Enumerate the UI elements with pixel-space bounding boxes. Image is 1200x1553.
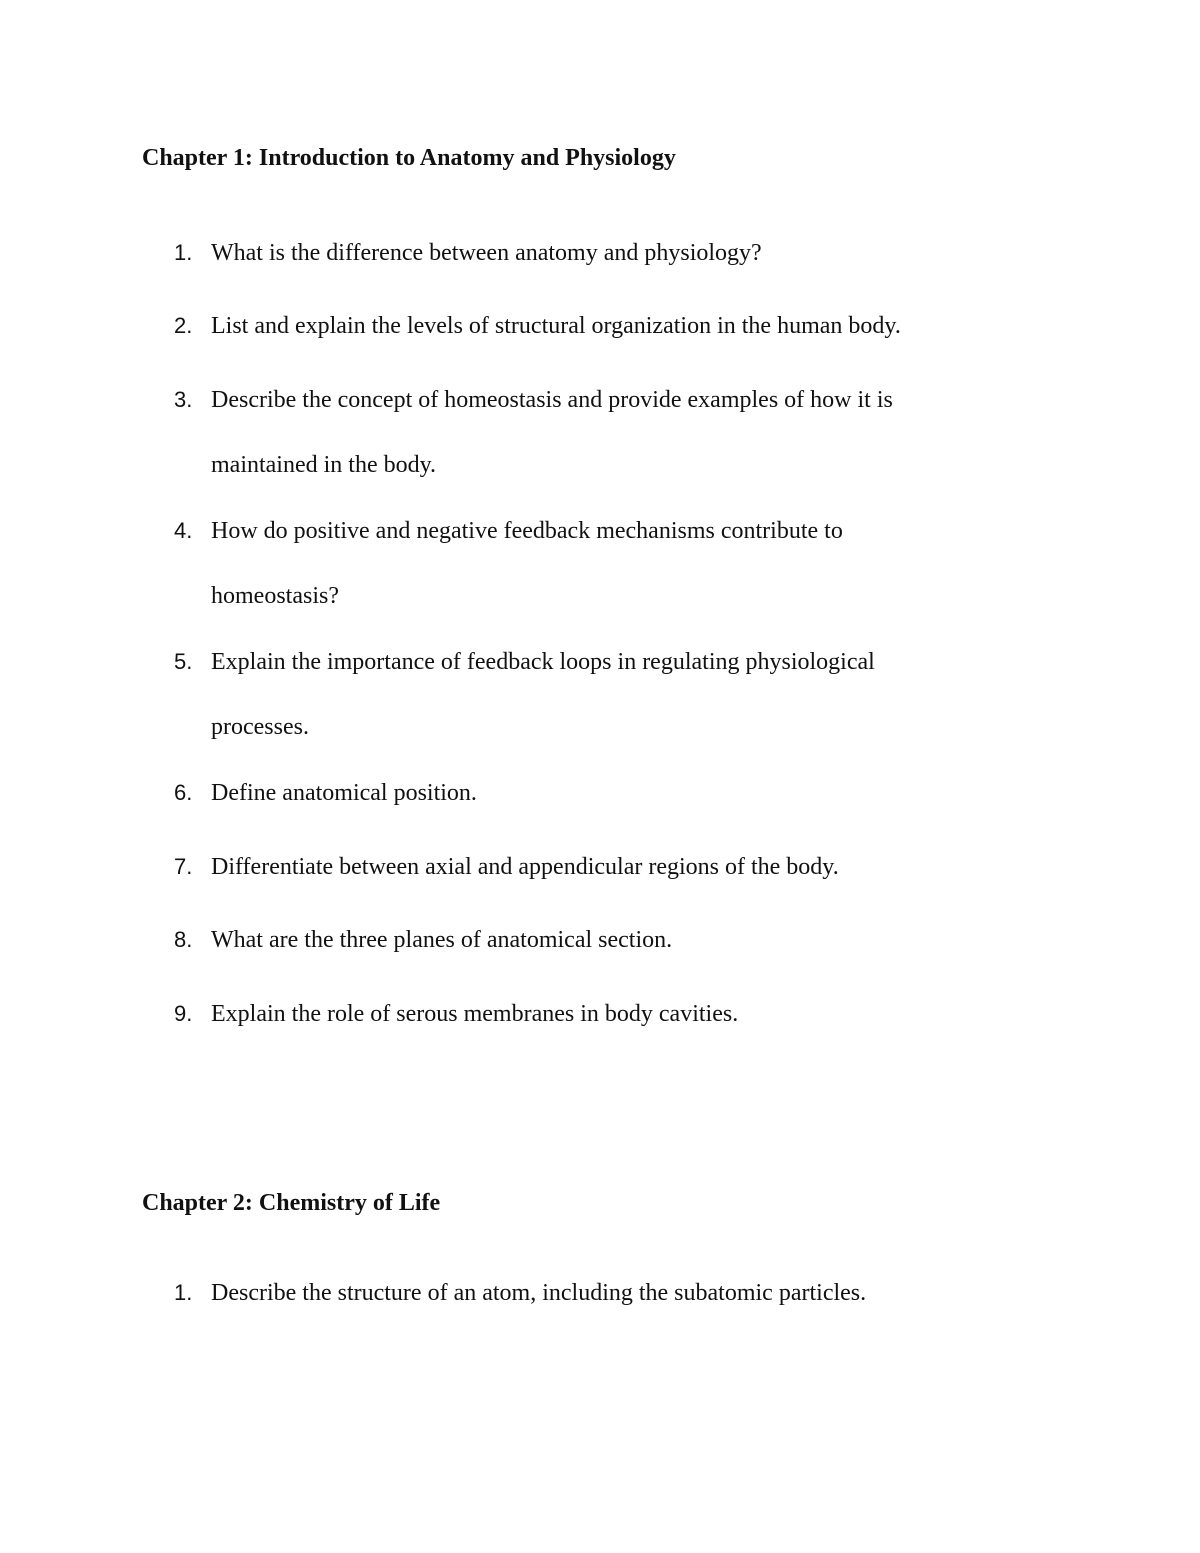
list-item-text: How do positive and negative feedback mechanisms contribute to xyxy=(211,518,843,544)
list-item-text: What is the difference between anatomy and physiology? xyxy=(211,240,762,266)
chapter-1-heading: Chapter 1: Introduction to Anatomy and Physiology xyxy=(142,145,676,171)
list-item-number: 8. xyxy=(174,927,193,952)
list-item-number: 5. xyxy=(174,649,193,674)
list-item-text: Explain the role of serous membranes in body cavities. xyxy=(211,1001,739,1027)
list-item-text: processes. xyxy=(211,714,309,740)
list-item-number: 3. xyxy=(174,387,193,412)
list-item-text: maintained in the body. xyxy=(211,452,437,478)
list-item-number: 2. xyxy=(174,313,193,338)
list-item-number: 7. xyxy=(174,854,193,879)
list-item-text: Define anatomical position. xyxy=(211,780,477,806)
list-item-text: Explain the importance of feedback loops in regulating physiological xyxy=(211,649,875,675)
list-item-text: Describe the concept of homeostasis and provide examples of how it is xyxy=(211,387,893,413)
list-item-number: 1. xyxy=(174,240,193,265)
list-item-text: List and explain the levels of structural organization in the human body. xyxy=(211,313,901,339)
list-item-number: 4. xyxy=(174,518,193,543)
list-item-text: Differentiate between axial and appendicular regions of the body. xyxy=(211,854,839,880)
list-item-number: 1. xyxy=(174,1280,193,1305)
list-item-text: homeostasis? xyxy=(211,583,339,609)
list-item-number: 6. xyxy=(174,780,193,805)
chapter-2-heading: Chapter 2: Chemistry of Life xyxy=(142,1190,441,1216)
list-item-text: Describe the structure of an atom, including the subatomic particles. xyxy=(211,1280,867,1306)
list-item-text: What are the three planes of anatomical section. xyxy=(211,927,673,953)
list-item-number: 9. xyxy=(174,1001,193,1026)
